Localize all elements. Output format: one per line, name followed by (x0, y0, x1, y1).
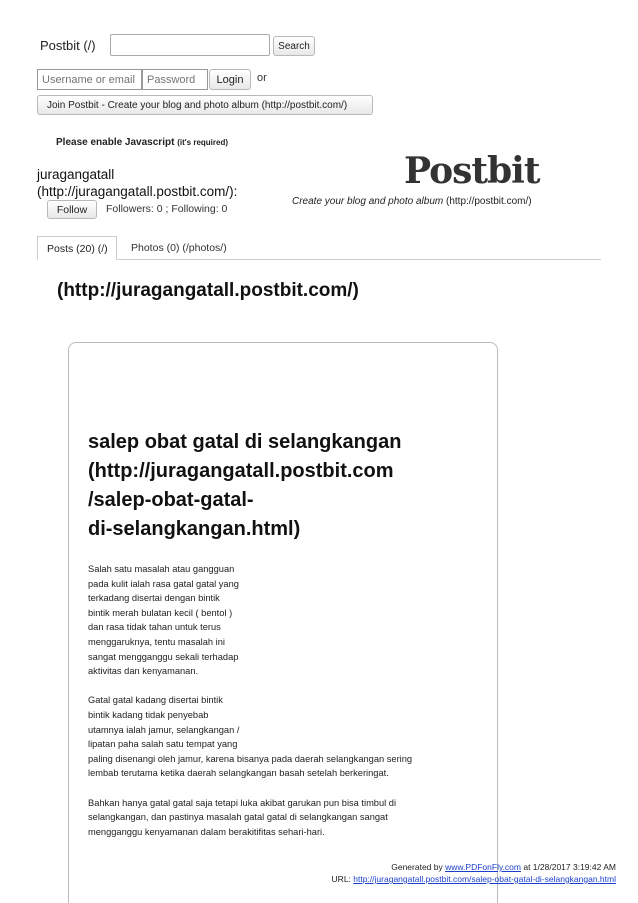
postbit-logo-text: Postbit (404, 150, 540, 190)
post-line: aktivitas dan kenyamanan. (88, 666, 199, 677)
tab-posts[interactable]: Posts (20) (/) (37, 236, 117, 260)
post-line: lipatan paha salah satu tempat yang (88, 739, 238, 750)
footer-generated (391, 862, 616, 872)
post-line: utamnya ialah jamur, selangkangan / (88, 724, 240, 735)
profile-url: (http://juragangatall.postbit.com/): (37, 184, 238, 199)
username-field[interactable] (37, 69, 142, 90)
blog-url-heading[interactable]: (http://juragangatall.postbit.com/) (57, 280, 359, 301)
footer-generated-prefix: Generated by (391, 862, 446, 872)
tagline[interactable] (292, 196, 532, 207)
post-line: menggaruknya, tentu masalah ini (88, 636, 225, 647)
post-paragraph (88, 796, 488, 840)
postbit-logo[interactable] (402, 150, 568, 190)
login-button[interactable]: Login (209, 69, 251, 90)
post-line: Gatal gatal kadang disertai bintik (88, 695, 223, 706)
footer-url (332, 874, 616, 884)
javascript-notice-small: (it's required) (177, 138, 228, 147)
post-line: mengganggu kenyamanan dalam berakitifitas sehari-hari. (88, 826, 325, 837)
footer-url-prefix: URL: (331, 874, 354, 884)
search-input[interactable] (110, 34, 270, 56)
javascript-notice (56, 137, 228, 148)
post-line: bintik merah bulatan kecil ( bentol ) (88, 607, 233, 618)
footer-generated-suffix: at 1/28/2017 3:19:42 AM (521, 862, 616, 872)
post-line: bintik kadang tidak penyebab (88, 709, 209, 720)
post-line: selangkangan, dan pastinya masalah gatal gatal di selangkangan sangat (88, 812, 388, 823)
password-field[interactable] (142, 69, 208, 90)
post-title-line: /salep-obat-gatal- (88, 489, 254, 511)
post-line: lembab terutama ketika daerah selangkangan basah setelah berkeringat. (88, 768, 389, 779)
post-paragraph (88, 562, 488, 679)
follow-button[interactable]: Follow (47, 200, 97, 219)
post-line: pada kulit ialah rasa gatal gatal yang (88, 578, 239, 589)
post-paragraph (88, 693, 488, 781)
tagline-text: Create your blog and photo album (292, 196, 444, 207)
or-text: or (257, 72, 267, 84)
post-line: Bahkan hanya gatal gatal saja tetapi luka akibat garukan pun bisa timbul di (88, 797, 397, 808)
post-title-link[interactable] (88, 428, 468, 544)
post-title-line: salep obat gatal di selangkangan (88, 431, 402, 453)
profile-name-link[interactable] (37, 166, 237, 200)
post-line: dan rasa tidak tahan untuk terus (88, 622, 221, 633)
pdfonfly-link[interactable]: www.PDFonFly.com (445, 862, 521, 872)
post-title-line: di-selangkangan.html) (88, 518, 301, 540)
source-url-link[interactable]: http://juragangatall.postbit.com/salep-obat-gatal-di-selangkangan.html (353, 874, 616, 884)
site-home-link[interactable]: Postbit (/) (40, 38, 96, 53)
post-title-line: (http://juragangatall.postbit.com (88, 460, 394, 482)
post-line: terkadang disertai dengan bintik (88, 593, 220, 604)
follow-stats: Followers: 0 ; Following: 0 (106, 203, 228, 215)
search-button[interactable]: Search (273, 36, 315, 56)
javascript-notice-main: Please enable Javascript (56, 137, 175, 148)
post-line: sangat mengganggu sekali terhadap (88, 651, 239, 662)
post-body (88, 562, 488, 854)
tabs-divider (37, 259, 601, 260)
post-line: paling disenangi oleh jamur, karena bisanya pada daerah selangkangan sering (88, 753, 413, 764)
tagline-link: (http://postbit.com/) (443, 196, 532, 207)
tab-photos[interactable]: Photos (0) (/photos/) (131, 242, 227, 254)
profile-username: juragangatall (37, 167, 115, 182)
post-line: Salah satu masalah atau gangguan (88, 564, 235, 574)
join-postbit-button[interactable]: Join Postbit - Create your blog and photo album (http://postbit.com/) (37, 95, 373, 115)
